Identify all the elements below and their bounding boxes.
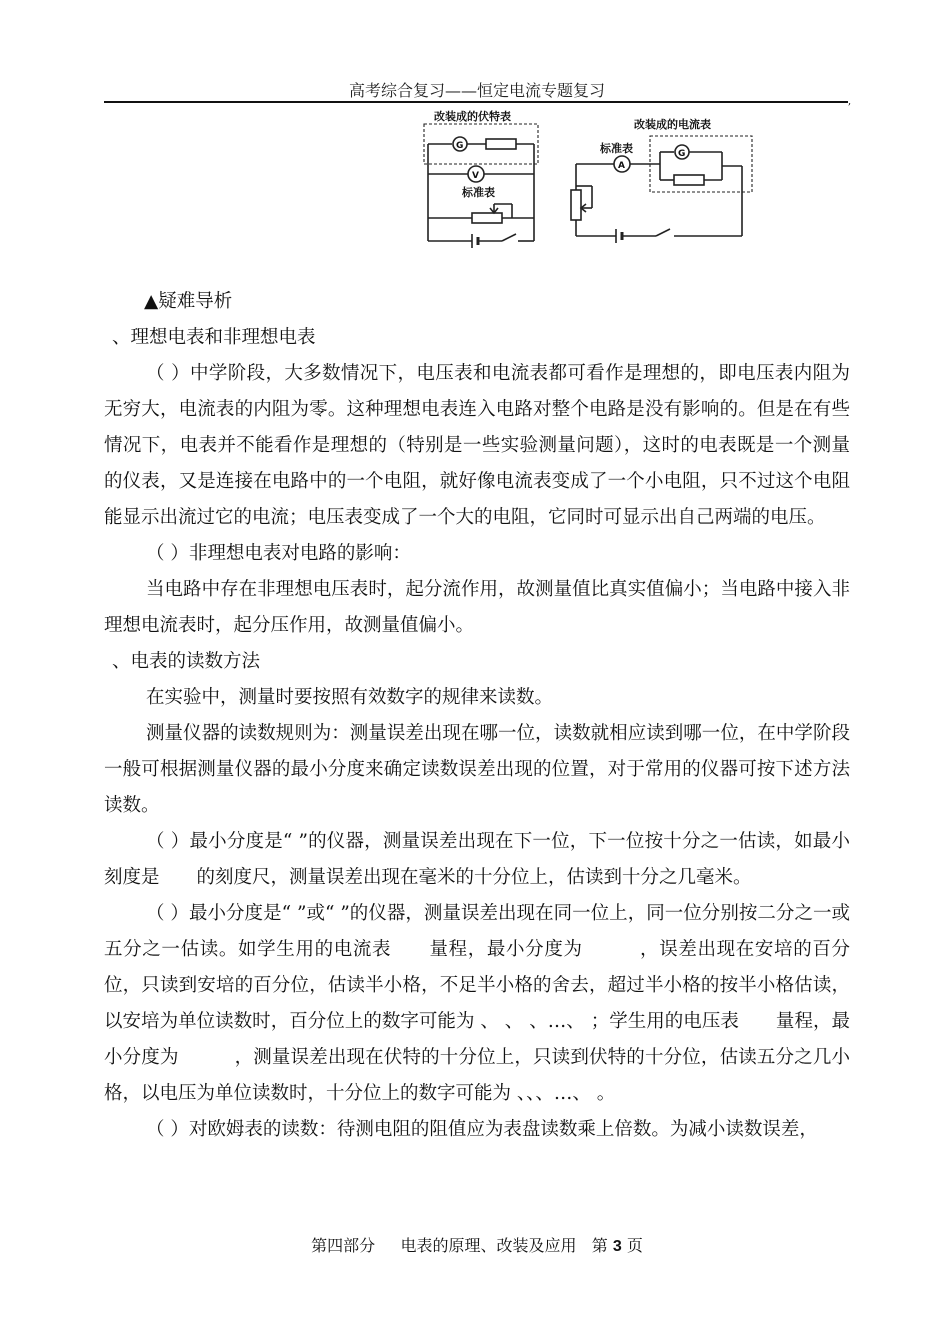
right-shunt-resistor-icon [674, 175, 704, 185]
section-heading: ▲疑难导析 [144, 291, 233, 312]
paragraph-4: 在实验中，测量时要按照有效数字的规律来读数。 [146, 687, 554, 708]
left-std-label: 标准表 [462, 186, 495, 199]
paragraph-6: （ ）最小分度是“ ”的仪器，测量误差出现在下一位，下一位按十分之一估读，如最小刻度是 的刻度尺，测量误差出现在毫米的十分位上，估读到十分之几毫米。 [104, 831, 850, 888]
paragraph-8: （ ）对欧姆表的读数：待测电阻的阻值应为表盘读数乘上倍数。为减小读数误差， [146, 1119, 818, 1140]
right-std-label: 标准表 [600, 142, 633, 155]
footer-page-prefix: 第 [591, 1236, 608, 1255]
right-switch-icon [656, 229, 670, 236]
heading-1: 、理想电表和非理想电表 [112, 327, 316, 348]
page-header: 高考综合复习——恒定电流专题复习 [348, 81, 605, 100]
left-rheostat-icon [472, 213, 502, 223]
document-body [104, 284, 850, 1148]
circuit-figure [412, 104, 764, 251]
paragraph-1: （ ）中学阶段，大多数情况下，电压表和电流表都可看作是理想的，即电压表内阻为无穷大，电流表的内阻为零。这种理想电表连入电路对整个电路是没有影响的。但是在有些情况下，电表并不能看作是理想的（特别是一些实验测量问题），这时的电表既是一个测量的仪表，又是连接在电路中的一个电阻，就好像电流表变成了一个小电阻，只不过这个电阻能显示出流过它的电流；电压表变成了一个大的电阻，它同时可显示出自己两端的电压。 [104, 363, 850, 528]
footer-title: 电表的原理、改装及应用 [400, 1236, 577, 1255]
paragraph-3: 当电路中存在非理想电压表时，起分流作用，故测量值比真实值偏小；当电路中接入非理想电流表时，起分压作用，故测量值偏小。 [104, 579, 850, 636]
right-a-symbol: A [618, 161, 625, 171]
right-dashed-box [650, 136, 752, 192]
footer-part: 第四部分 [311, 1236, 376, 1255]
paragraph-7: （ ）最小分度是“ ”或“ ”的仪器，测量误差出现在同一位上，同一位分别按二分之一或五分之一估读。如学生用的电流表 量程，最小分度为 ，误差出现在安培的百分位，只读到安培的百分位，估读半小格，不足半小格的舍去，超过半小格的按半小格估读，以安培为单位读数时，百分位上的数字可能为 、 、 、…、 ；学生用的电压表 量程，最小分度为 ，测量误差出现在伏特的十分位上，只读到伏特的十分位，估读五分之几小格，以电压为单位读数时，十分位上的数字可能为 、、、…、 。 [104, 903, 850, 1104]
right-rheostat-icon [571, 190, 581, 220]
left-v-symbol: V [472, 171, 479, 181]
footer-page-suffix: 页 [626, 1236, 643, 1255]
left-switch-icon [502, 234, 516, 241]
right-label: 改装成的电流表 [634, 118, 711, 131]
header-tick: , [848, 96, 852, 107]
page-footer [104, 1233, 850, 1256]
left-label: 改装成的伏特表 [434, 110, 511, 123]
heading-2: 、电表的读数方法 [112, 651, 261, 672]
footer-page-number: 3 [612, 1238, 622, 1255]
left-g-symbol: G [456, 141, 464, 151]
left-series-resistor-icon [486, 139, 516, 149]
header-rule [104, 101, 848, 103]
right-g-symbol: G [678, 149, 686, 159]
paragraph-5: 测量仪器的读数规则为：测量误差出现在哪一位，读数就相应读到哪一位，在中学阶段一般可根据测量仪器的最小分度来确定读数误差出现的位置，对于常用的仪器可按下述方法读数。 [104, 723, 850, 816]
paragraph-2: （ ）非理想电表对电路的影响： [146, 543, 411, 564]
